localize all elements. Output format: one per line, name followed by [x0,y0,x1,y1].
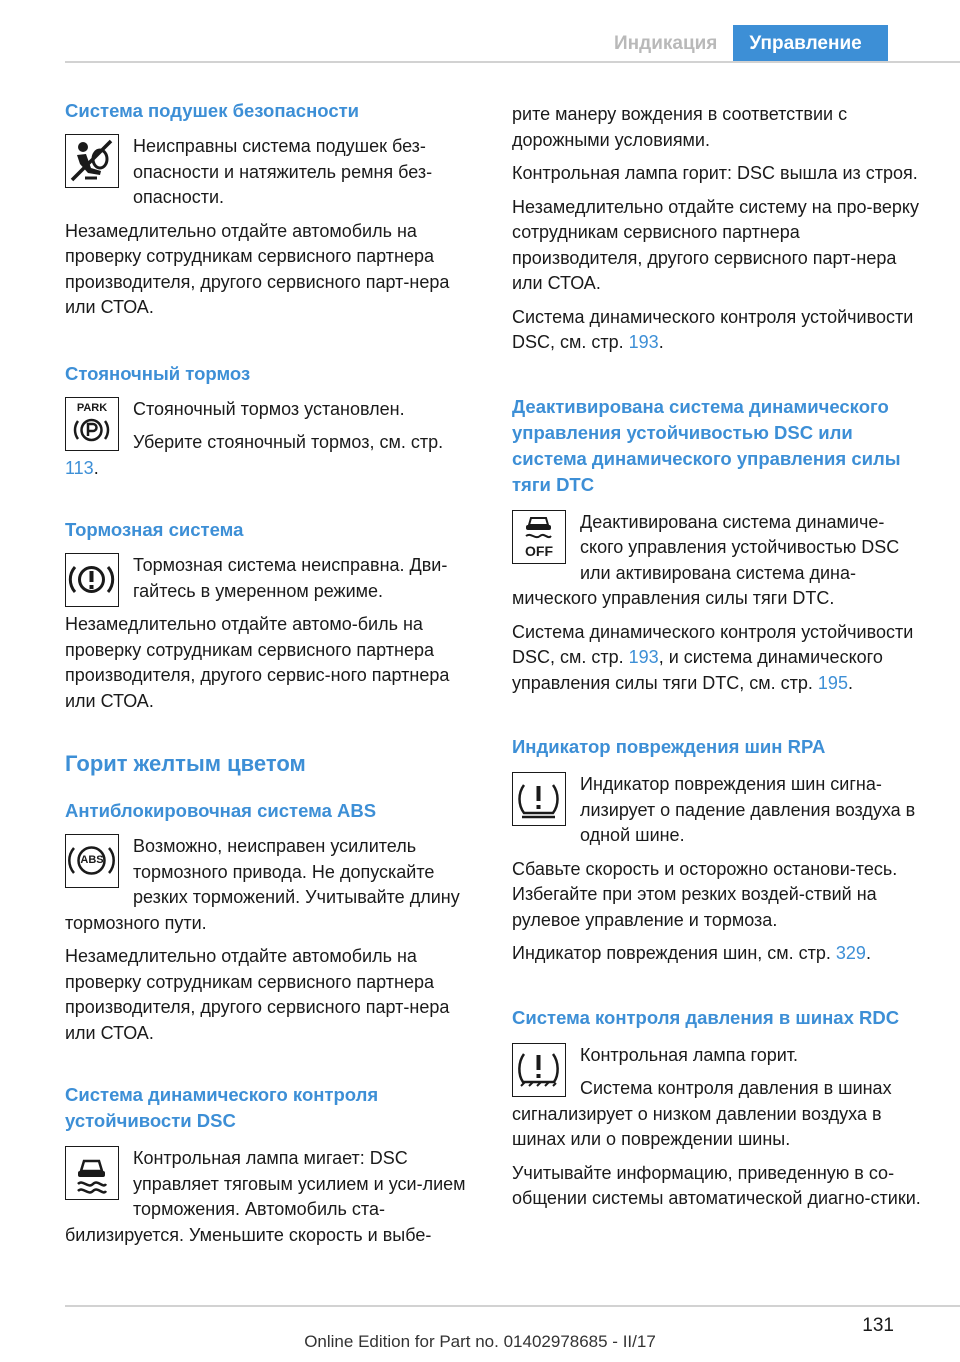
section-title-dsc-off: Деактивирована система динамического управления устойчивостью DSC или система динамического управления силы тяги DTC [512,395,901,495]
entry-airbag [65,134,480,211]
footer-rule [65,1305,960,1307]
header-tabs [598,25,888,62]
rdc-text-2: Система контроля давления в шинах сигнализирует о низком давлении воздуха в шинах или о повреждении шины. [512,1078,892,1149]
tire-damage-icon [512,772,566,826]
dsc-off-text-2-mid: , и система динамического управления силы тяги DTC, см. стр. [512,647,883,693]
section-title-parking: Стояночный тормоз [65,362,251,384]
tab-indication[interactable]: Индикация [598,25,733,62]
tire-damage-icon-graphic [513,773,564,824]
brake-icon-graphic [66,554,117,605]
dsc-warning-icon [65,1146,119,1200]
dsc-off-text-2-pre: Система динамического контроля устойчивости DSC, см. стр. [512,621,914,667]
dsc-cont-text-3: Незамедлительно отдайте систему на про-верку сотрудникам сервисного партнера производителя, другого сервисного парт-нера или СТОА. [512,196,919,293]
section-title-brake: Тормозная система [65,519,244,540]
parking-icon-graphic [66,398,117,449]
parking-page-link[interactable]: 113 [65,457,94,478]
entry-dsc [65,1146,480,1248]
tire-pressure-icon-graphic [513,1044,564,1095]
dsc-off-page-link-2[interactable]: 195 [817,672,848,693]
airbag-text-1: Неисправны система подушек без-опасности и натяжитель ремня без-опасности. [133,136,433,207]
rpa-text-3 [512,941,927,967]
dsc-cont-text-2: Контрольная лампа горит: DSC вышла из строя. [512,163,918,183]
parking-text-2-pre: Уберите стояночный тормоз, см. стр. [133,432,444,452]
section-title-rpa: Индикатор повреждения шин RPA [512,736,826,757]
section-title-airbag: Система подушек безопасности [65,100,360,121]
entry-rdc [512,1043,927,1153]
brake-text-2: Незамедлительно отдайте автомо-биль на проверку сотрудникам сервисного партнера производителя, другого сервис-ного партнера или СТОА. [65,614,450,711]
tire-pressure-icon [512,1043,566,1097]
parking-text-2-post: . [93,457,99,478]
airbag-text-2: Незамедлительно отдайте автомобиль на проверку сотрудникам сервисного партнера производителя, другого сервисного парт-нера или СТОА. [65,220,450,317]
section-title-dsc: Система динамического контроля устойчивости DSC [65,1084,379,1131]
rpa-text-1: Индикатор повреждения шин сигна-лизирует о падение давления воздуха в одной шине. [580,774,916,845]
rpa-page-link[interactable]: 329 [835,943,866,963]
entry-brake [65,553,480,714]
entry-rpa [512,772,927,849]
abs-text-2: Незамедлительно отдайте автомобиль на проверку сотрудникам сервисного партнера производителя, другого сервисного парт-нера или СТОА. [65,946,450,1043]
entry-abs [65,834,480,1046]
dsc-cont-text-4-pre: Система динамического контроля устойчивости DSC, см. стр. [512,306,914,352]
rpa-text-3-pre: Индикатор повреждения шин, см. стр. [512,943,836,963]
section-title-rdc: Система контроля давления в шинах RDC [512,1006,900,1028]
dsc-off-icon-label: OFF [525,542,553,559]
airbag-icon-graphic [66,135,117,186]
dsc-icon-graphic [66,1147,117,1198]
rdc-text-3: Учитывайте информацию, приведенную в со-общении системы автоматической диагно-стики. [512,1162,921,1208]
section-title-abs: Антиблокировочная система ABS [65,800,377,821]
dsc-off-text-2-post: . [847,672,853,693]
parking-text-2 [65,430,480,481]
dsc-off-text-1: Деактивирована система динамиче-ского управления устойчивостью DSC или активирована система дина-мического управления силы тяги DTC. [512,511,900,608]
dsc-off-icon [512,510,566,564]
abs-warning-icon [65,834,119,888]
tab-control[interactable]: Управление [733,25,887,62]
entry-dsc-off [512,510,927,697]
dsc-page-link[interactable]: 193 [628,332,659,352]
parking-text-1: Стояночный тормоз установлен. [133,398,405,419]
dsc-cont-text-1: рите манеру вождения в соответствии с дорожными условиями. [512,104,848,150]
edition-footer: Online Edition for Part no. 01402978685 - II/17 [304,1332,656,1351]
dsc-off-text-2 [512,620,927,697]
left-column [65,98,480,1248]
abs-icon-label: ABS [80,854,104,866]
airbag-warning-icon [65,134,119,188]
dsc-cont-text-4-post: . [658,332,664,352]
abs-text-1: Возможно, неисправен усилитель тормозного привода. Не допускайте резких торможений. Учитывайте длину тормозного пути. [65,836,460,933]
header-rule [65,61,960,63]
right-column [512,98,927,1212]
rpa-text-3-post: . [865,943,871,963]
brake-warning-icon [65,553,119,607]
page-number: 131 [862,1315,894,1336]
dsc-cont-text-4 [512,305,927,356]
dsc-off-page-link-1[interactable]: 193 [628,647,659,667]
parking-icon-label: PARK [76,401,108,414]
brake-text-1: Тормозная система неисправна. Дви-гайтесь в умеренном режиме. [133,555,448,601]
parking-brake-icon [65,397,119,451]
rdc-text-1: Контрольная лампа горит. [580,1044,799,1065]
dsc-text-1: Контрольная лампа мигает: DSC управляет тяговым усилием и уси-лием торможения. Автомобиль ста-билизируется. Уменьшите скорость и выбе- [65,1148,466,1245]
section-title-yellow: Горит желтым цветом [65,751,306,776]
rpa-text-2: Сбавьте скорость и осторожно останови-тесь. Избегайте при этом резких воздей-ствий на рулевое управление и тормоза. [512,858,898,930]
entry-parking [65,397,480,482]
